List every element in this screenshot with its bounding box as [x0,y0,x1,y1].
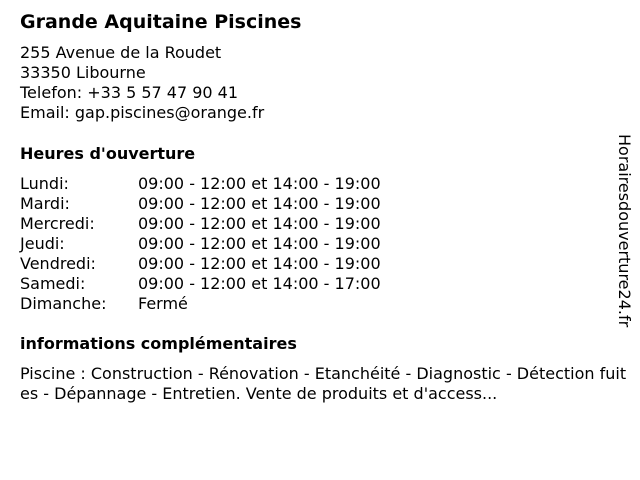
city-postcode: 33350 Libourne [20,63,146,82]
time-value: 09:00 - 12:00 et 14:00 - 17:00 [138,274,381,293]
time-value: 09:00 - 12:00 et 14:00 - 19:00 [138,254,381,273]
day-label: Samedi: [20,274,86,293]
hours-row-thursday [20,234,381,254]
day-label: Jeudi: [20,234,65,253]
address-block [20,43,264,123]
time-value: Fermé [138,294,188,313]
additional-info-heading: informations complémentaires [20,334,297,353]
time-value: 09:00 - 12:00 et 14:00 - 19:00 [138,194,381,213]
time-value: 09:00 - 12:00 et 14:00 - 19:00 [138,214,381,233]
time-value: 09:00 - 12:00 et 14:00 - 19:00 [138,174,381,193]
day-label: Dimanche: [20,294,107,313]
day-label: Mercredi: [20,214,95,233]
site-watermark: Horairesdouverture24.fr [615,134,634,328]
street-address: 255 Avenue de la Roudet [20,43,222,62]
phone-number: Telefon: +33 5 57 47 90 41 [20,83,239,102]
opening-hours-table [20,174,381,314]
additional-info-text: Piscine : Construction - Rénovation - Etanchéité - Diagnostic - Détection fuites - Dépannage - Entretien. Vente de produits et d'access... [20,364,627,403]
opening-hours-heading: Heures d'ouverture [20,144,196,163]
hours-row-saturday [20,274,381,294]
hours-row-tuesday [20,194,381,214]
day-label: Lundi: [20,174,69,193]
hours-row-sunday [20,294,381,314]
hours-row-monday [20,174,381,194]
day-label: Vendredi: [20,254,96,273]
email-address: Email: gap.piscines@orange.fr [20,103,265,122]
business-name: Grande Aquitaine Piscines [20,11,302,33]
hours-row-wednesday [20,214,381,234]
time-value: 09:00 - 12:00 et 14:00 - 19:00 [138,234,381,253]
day-label: Mardi: [20,194,70,213]
hours-row-friday [20,254,381,274]
